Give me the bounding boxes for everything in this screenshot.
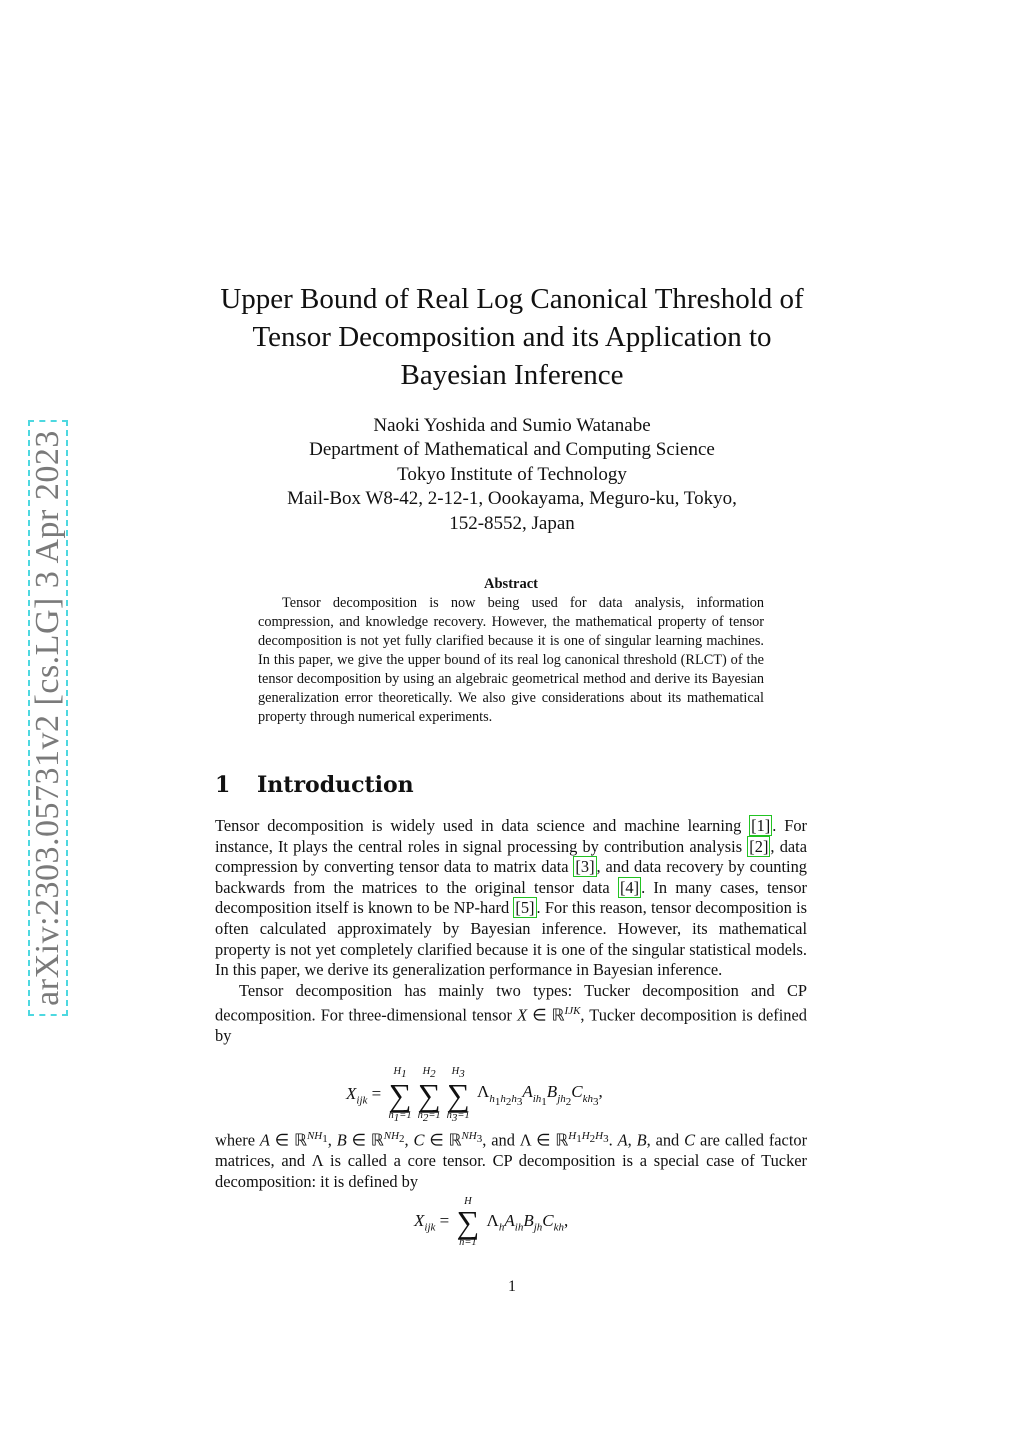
citation-link[interactable]: [5] (515, 898, 535, 918)
citation-link[interactable]: [2] (749, 836, 769, 856)
citation-link[interactable]: [3] (575, 857, 595, 877)
paragraph: where A ∈ ℝ$^{NH_1}$, B ∈ ℝ$^{NH_2}$, C ∈ ℝ$^{NH_3}$, and Λ ∈ ℝ$^{H_1H_2H_3}$. A, B, and C are called factor matrices, and Λ is called a core tensor. CP decomposition is a special case of Tucker decomposition: it is defined by (215, 1130, 808, 1191)
author-address: Mail-Box W8-42, 2-12-1, Oookayama, Meguro-ku, Tokyo, (287, 488, 737, 510)
abstract-text: Tensor decomposition is now being used for data analysis, information compression, and knowledge recovery. However, the mathematical property of tensor decomposition is not yet fully clarified because it is one of singular learning machines. In this paper, we give the upper bound of its real log canonical threshold (RLCT) of the tensor decomposition by using an algebraic geometrical method and derive its Bayesian generalization error theoretically. We also give considerations about its mathematical property through numerical experiments. (258, 595, 764, 725)
section-heading (215, 772, 414, 798)
author-department: Department of Mathematical and Computing Science (309, 439, 715, 461)
arxiv-id: arXiv:2303.05731v2 [cs.LG] 3 Apr 2023 (29, 430, 66, 1006)
page-number: 1 (508, 1278, 516, 1295)
section-title: Introduction (257, 772, 414, 798)
abstract (258, 575, 764, 727)
title-line: Bayesian Inference (400, 359, 624, 391)
arxiv-stamp (28, 420, 68, 1016)
tucker-equation: $X_{ijk}$ = $H_1$ ∑ $h_1=1$ $H_2$ ∑ $h_2=1$ $H_3$ ∑ $h_3=1$ $\Lambda_{h_1h_2h_3}A_{ih_1}B_{jh_2}C_{kh_3}$, (346, 1066, 603, 1125)
body-text (215, 816, 807, 1047)
citation-link[interactable]: [4] (619, 877, 640, 897)
body-text-continued (215, 1126, 807, 1192)
title-line: Upper Bound of Real Log Canonical Threshold of (220, 283, 804, 315)
author-institute: Tokyo Institute of Technology (397, 463, 627, 485)
section-number: 1 (215, 772, 231, 798)
author-address: 152-8552, Japan (449, 512, 575, 534)
title-line: Tensor Decomposition and its Application to (252, 321, 772, 353)
paragraph: Tensor decomposition is widely used in data science and machine learning [1] . For instance, It plays the central roles in signal processing by contribution analysis [2] , data compression by converting tensor data to matrix data [3] , and data recovery by counting backwards from the matrices to the original tensor data [4] . In many cases, tensor decomposition itself is known to be NP-hard [5] . For this reason, tensor decomposition is often calculated approximately by Bayesian inference. However, its mathematical property is not yet completely clarified because it is one of the singular statistical models. In this paper, we derive its generalization performance in Bayesian inference. (215, 816, 807, 980)
paper-title (200, 280, 824, 394)
citation-link[interactable]: [1] (751, 816, 771, 835)
abstract-heading: Abstract (484, 576, 538, 592)
paragraph: Tensor decomposition has mainly two types: Tucker decomposition and CP decomposition. For three-dimensional tensor X ∈ ℝ$^{IJK}$, Tucker decomposition is defined by (215, 980, 807, 1046)
cp-equation: $X_{ijk}$ = H ∑ h=1 $\Lambda_hA_{ih}B_{jh}C_{kh}$, (414, 1196, 569, 1248)
author-names: Naoki Yoshida and Sumio Watanabe (373, 415, 651, 436)
author-block (200, 414, 824, 536)
